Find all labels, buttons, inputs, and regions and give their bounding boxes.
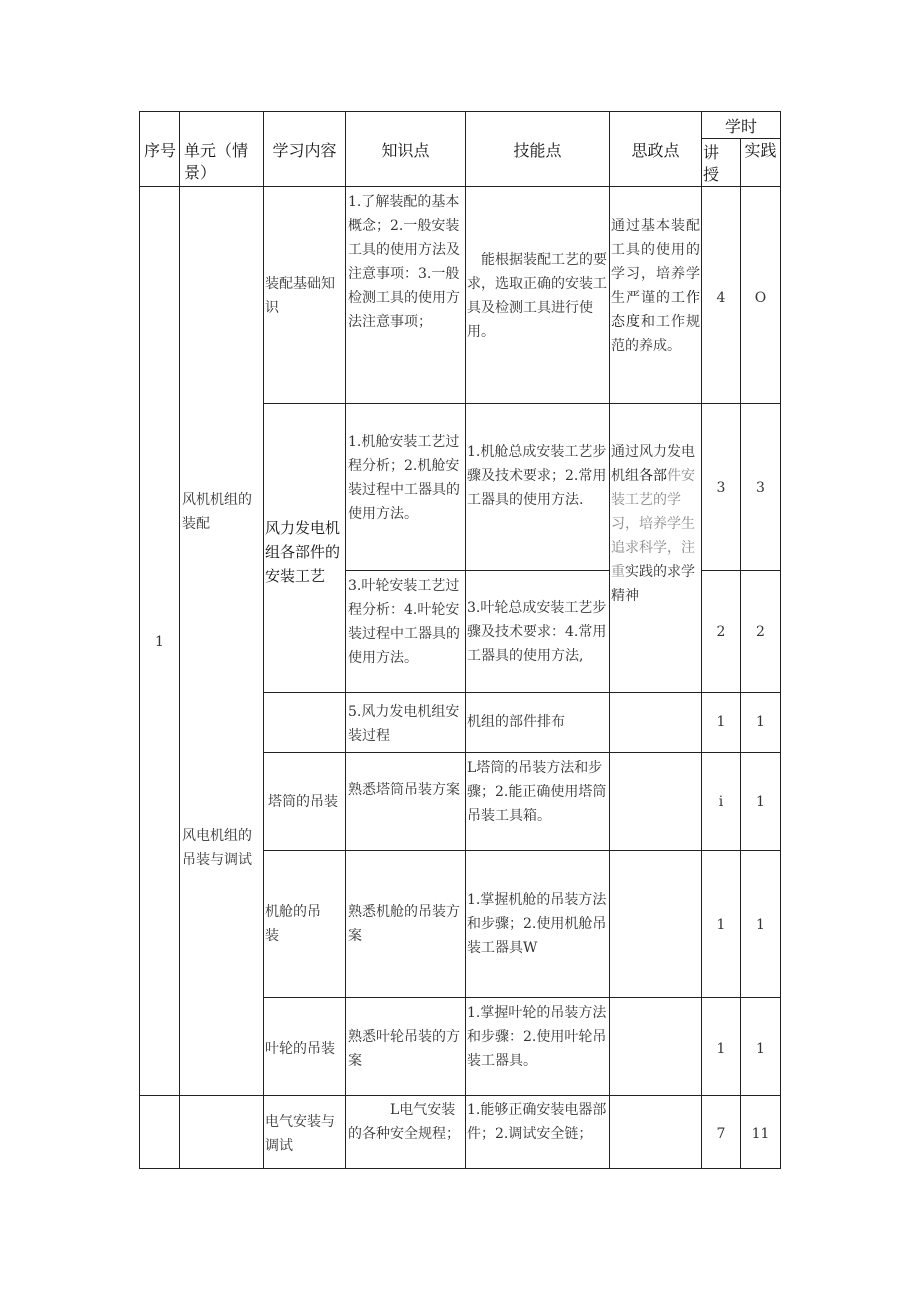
rule bbox=[139, 1168, 781, 1169]
lecture-hours: 2 bbox=[716, 624, 726, 640]
rule bbox=[345, 111, 346, 1169]
rule bbox=[179, 111, 180, 1169]
rule bbox=[139, 186, 781, 187]
skill-cell: 1.掌握叶轮的吊装方法和步骤：2.使用叶轮吊装工器具。 bbox=[467, 1005, 607, 1069]
ideology-text: 工作态度 bbox=[611, 290, 700, 330]
rule bbox=[263, 403, 781, 404]
unit-hoisting: 风电机组的吊装与调试 bbox=[182, 828, 252, 868]
ideology-cell bbox=[611, 440, 700, 608]
ideology-text: 和工作规范的养成。 bbox=[611, 314, 700, 354]
practice-hours: 3 bbox=[756, 480, 765, 496]
header-knowledge: 知识点 bbox=[381, 141, 430, 160]
rule bbox=[345, 570, 609, 571]
rule bbox=[701, 138, 781, 139]
rule bbox=[263, 850, 781, 851]
header-seq: 序号 bbox=[143, 141, 176, 160]
ideology-text: 的求学精神 bbox=[611, 564, 695, 604]
practice-hours: 1 bbox=[756, 1041, 765, 1057]
skill-cell: L塔筒的吊装方法和步骤；2.能正确使用塔筒吊装工具箱。 bbox=[467, 760, 607, 824]
header-practice: 实践 bbox=[744, 141, 777, 160]
rule bbox=[263, 692, 781, 693]
knowledge-cell: 熟悉机舱的吊装方案 bbox=[348, 904, 460, 944]
practice-hours: 1 bbox=[756, 794, 765, 810]
skill-cell: 1.机舱总成安装工艺步骤及技术要求；2.常用工器具的使用方法. bbox=[467, 444, 607, 508]
skill-cell: 1.掌握机舱的吊装方法和步骤；2.使用机舱吊装工器具W bbox=[467, 892, 607, 956]
content-cell: 装配基础知识 bbox=[265, 276, 335, 316]
knowledge-cell: 3.叶轮安装工艺过程分析：4.叶轮安装过程中工器具的使用方法。 bbox=[348, 578, 460, 666]
practice-hours: 1 bbox=[756, 917, 765, 933]
knowledge-cell: 熟悉叶轮吊装的方案 bbox=[348, 1029, 460, 1069]
practice-hours: 1 bbox=[756, 714, 765, 730]
practice-hours: 2 bbox=[756, 624, 765, 640]
content-cell: 风力发电机组各部件的安装工艺 bbox=[265, 519, 341, 585]
content-cell: 机舱的吊装 bbox=[265, 904, 321, 944]
skill-cell: 能根据装配工艺的要求，选取正确的安装工具及检测工具进行使用。 bbox=[467, 252, 607, 340]
skill-cell: 3.叶轮总成安装工艺步骤及技术要求：4.常用工器具的使用方法, bbox=[467, 600, 607, 664]
ideology-cell bbox=[611, 214, 700, 358]
knowledge-cell: 熟悉塔筒吊装方案 bbox=[348, 782, 460, 798]
ideology-text: 实践 bbox=[625, 564, 653, 580]
lecture-hours: 7 bbox=[716, 1126, 726, 1142]
header-unit: 单元（情景） bbox=[184, 141, 249, 182]
content-cell: 叶轮的吊装 bbox=[265, 1041, 335, 1057]
rule bbox=[263, 997, 781, 998]
lecture-hours: 1 bbox=[716, 714, 726, 730]
skill-cell: 1.能够正确安装电器部件；2.调试安全链； bbox=[467, 1102, 607, 1142]
ideology-text: 通过基本装配工具的使用的学习，培养学生严谨的 bbox=[611, 218, 700, 306]
knowledge-cell: 1.了解装配的基本概念；2.一般安装工具的使用方法及注意事项：3.一般检测工具的使用方法注意事项； bbox=[348, 194, 460, 330]
rule bbox=[263, 111, 264, 1169]
rule bbox=[701, 570, 781, 571]
practice-hours: 11 bbox=[751, 1126, 770, 1142]
skill-cell: 机组的部件排布 bbox=[467, 714, 565, 730]
ideology-text: 件安装工艺的学习， bbox=[611, 468, 695, 532]
unit-assembly: 风机机组的装配 bbox=[182, 492, 252, 532]
content-cell: 电气安装与调试 bbox=[265, 1114, 335, 1154]
ideology-text: 通过风力发电机组 bbox=[611, 444, 695, 484]
header-skill: 技能点 bbox=[513, 141, 562, 160]
rule bbox=[465, 111, 466, 1169]
lecture-hours: 4 bbox=[716, 290, 726, 306]
knowledge-cell: 1.机舱安装工艺过程分析；2.机舱安装过程中工器具的使用方法。 bbox=[348, 434, 460, 522]
header-content: 学习内容 bbox=[272, 141, 337, 160]
lecture-hours: 1 bbox=[716, 1041, 726, 1057]
rule bbox=[139, 1095, 781, 1096]
knowledge-cell: 5.风力发电机组安装过程 bbox=[348, 704, 460, 744]
rule bbox=[263, 752, 781, 753]
lecture-hours: 1 bbox=[716, 917, 726, 933]
header-ideology: 思政点 bbox=[631, 141, 680, 160]
ideology-text: 培养学生追求科学，注重 bbox=[611, 516, 695, 580]
seq-number: 1 bbox=[155, 634, 164, 650]
content-cell: 塔筒的吊装 bbox=[268, 794, 338, 810]
lecture-hours: i bbox=[718, 794, 724, 810]
header-hours: 学时 bbox=[724, 117, 757, 136]
ideology-text: 各部 bbox=[639, 468, 667, 484]
practice-hours: O bbox=[754, 290, 767, 306]
rule bbox=[609, 111, 610, 1169]
rule bbox=[780, 111, 781, 1169]
rule bbox=[139, 111, 781, 112]
knowledge-cell: L电气安装的各种安全规程； bbox=[348, 1102, 460, 1142]
lecture-hours: 3 bbox=[716, 480, 726, 496]
header-lecture: 讲授 bbox=[703, 143, 720, 184]
